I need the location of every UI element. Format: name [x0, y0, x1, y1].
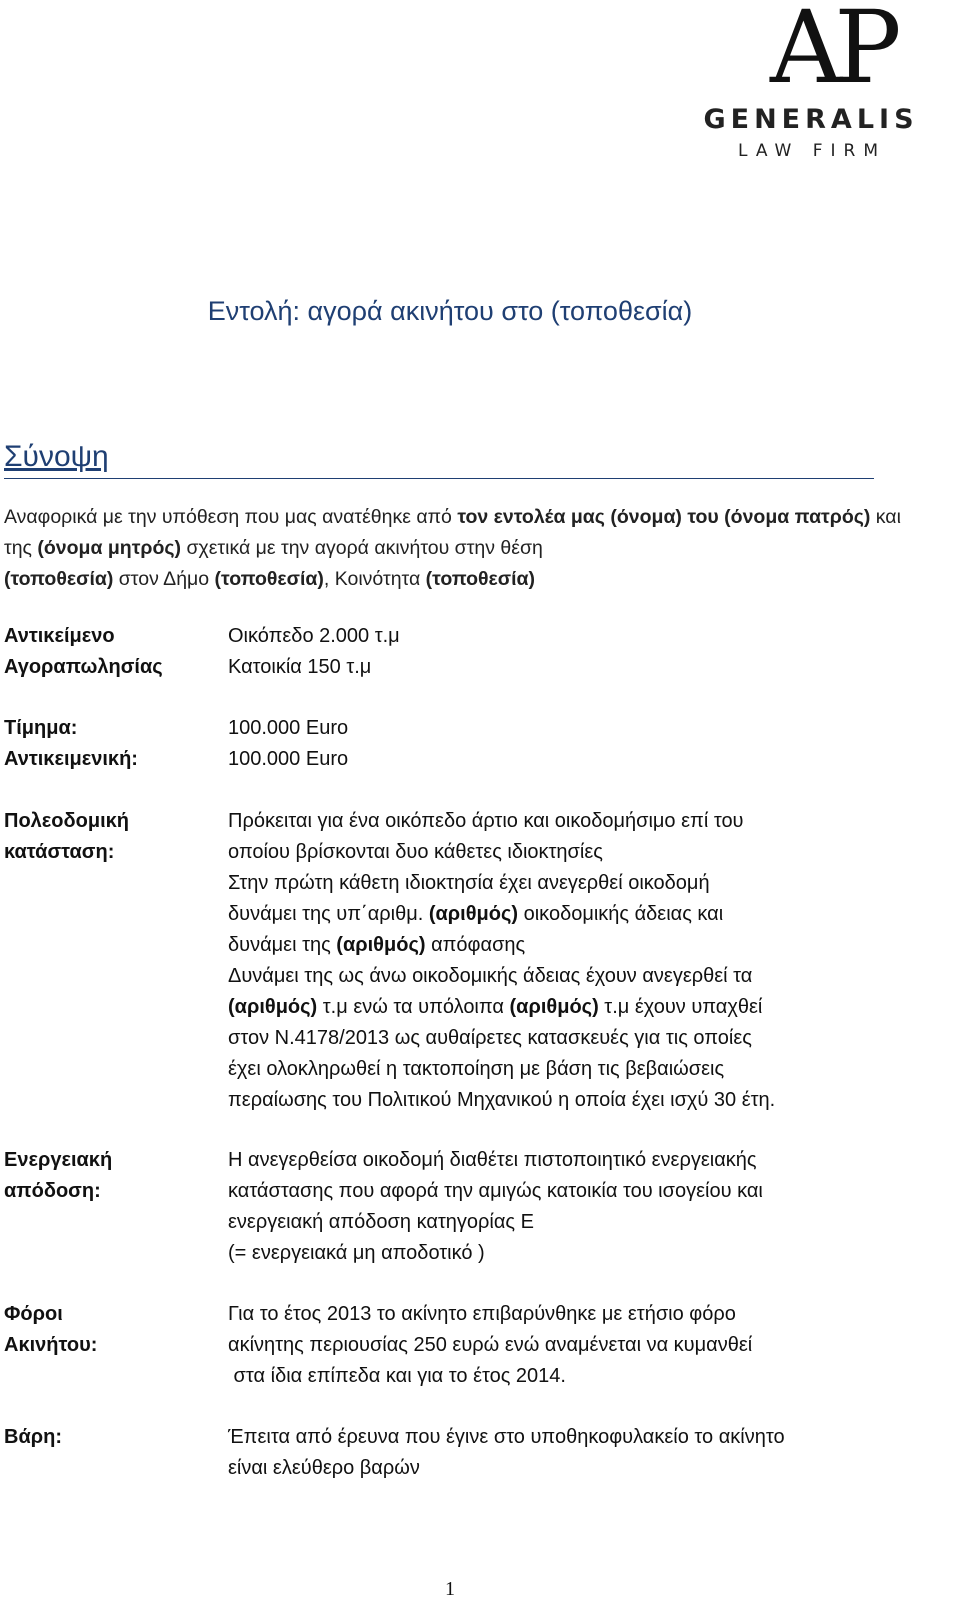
intro-text: σχετικά με την αγορά ακινήτου στην θέση: [181, 537, 543, 559]
intro-text: Αναφορικά με την υπόθεση που μας ανατέθηκε από: [4, 506, 458, 528]
object-label: Αντικείμενο Αγοραπωλησίας: [4, 625, 163, 678]
house-area: Κατοικία 150 τ.μ: [228, 656, 372, 678]
logo-monogram: AP: [770, 0, 894, 106]
energy-label: Ενεργειακή απόδοση:: [4, 1149, 113, 1202]
client-name: τον εντολέα μας (όνομα) του (όνομα πατρός): [457, 506, 871, 528]
intro-text: στον Δήμο: [113, 568, 215, 590]
burdens-label: Βάρη:: [4, 1426, 62, 1448]
objective-value: 100.000 Euro: [228, 748, 349, 770]
price-label: Τίμημα: Αντικειμενική:: [4, 717, 138, 770]
intro-text: και της: [4, 506, 901, 559]
firm-logo: [680, 0, 942, 170]
summary-heading: Σύνοψη: [4, 440, 109, 473]
summary-heading-rule: [4, 440, 874, 479]
community-placeholder: (τοποθεσία): [425, 568, 536, 590]
logo-firm-name: GENERALIS: [703, 104, 919, 135]
price-values: [228, 713, 928, 775]
burdens-text: Έπειτα από έρευνα που έγινε στο υποθηκοφυλακείο το ακίνητο είναι ελεύθερο βαρών: [228, 1426, 785, 1479]
plot-area: Οικόπεδο 2.000 τ.μ: [228, 625, 400, 647]
logo-subtitle: LAW FIRM: [737, 141, 887, 161]
object-values: [228, 621, 928, 683]
price-value: 100.000 Euro: [228, 717, 349, 739]
location-placeholder: (τοποθεσία): [4, 568, 114, 590]
page-number: 1: [445, 1578, 455, 1600]
tax-text: Για το έτος 2013 το ακίνητο επιβαρύνθηκε με ετήσιο φόρο ακίνητης περιουσίας 250 ευρώ ενώ αναμένεται να κυμανθεί στα ίδια επίπεδα και για το έτος 2014.: [228, 1303, 753, 1387]
energy-text: Η ανεγερθείσα οικοδομή διαθέτει πιστοποιητικό ενεργειακής κατάστασης που αφορά την αμιγώς κατοικία του ισογείου και ενεργειακή απόδοση κατηγορίας Ε (= ενεργειακά μη αποδοτικό ): [228, 1149, 763, 1264]
intro-paragraph: [4, 502, 904, 595]
document-title: Εντολή: αγορά ακινήτου στο (τοποθεσία): [207, 296, 693, 326]
mother-name: (όνομα μητρός): [37, 537, 182, 559]
municipality-placeholder: (τοποθεσία): [214, 568, 324, 590]
tax-label: Φόροι Ακινήτου:: [4, 1303, 98, 1356]
planning-label: Πολεοδομική κατάσταση:: [4, 810, 129, 863]
planning-text: Πρόκειται για ένα οικόπεδο άρτιο και οικοδομήσιμο επί του οποίου βρίσκονται δυο κάθετες ιδιοκτησίες Στην πρώτη κάθετη ιδιοκτησία έχει ανεγερθεί οικοδομή δυνάμει της υπ΄αριθμ. (αριθμός) οικοδομικής άδειας και δυνάμει της (αριθμός) απόφασης Δυνάμει της ως άνω οικοδομικής άδειας έχουν ανεγερθεί τα (αριθμός) τ.μ ενώ τα υπόλοιπα (αριθμός) τ.μ έχουν υπαχθεί στον Ν.4178/2013 ως αυθαίρετες κατασκευές για τις οποίες έχει ολοκληρωθεί η τακτοποίηση με βάση τις βεβαιώσεις περαίωσης του Πολιτικού Μηχανικού η οποία έχει ισχύ 30 έτη.: [228, 810, 776, 1111]
intro-text: , Κοινότητα: [323, 568, 426, 590]
